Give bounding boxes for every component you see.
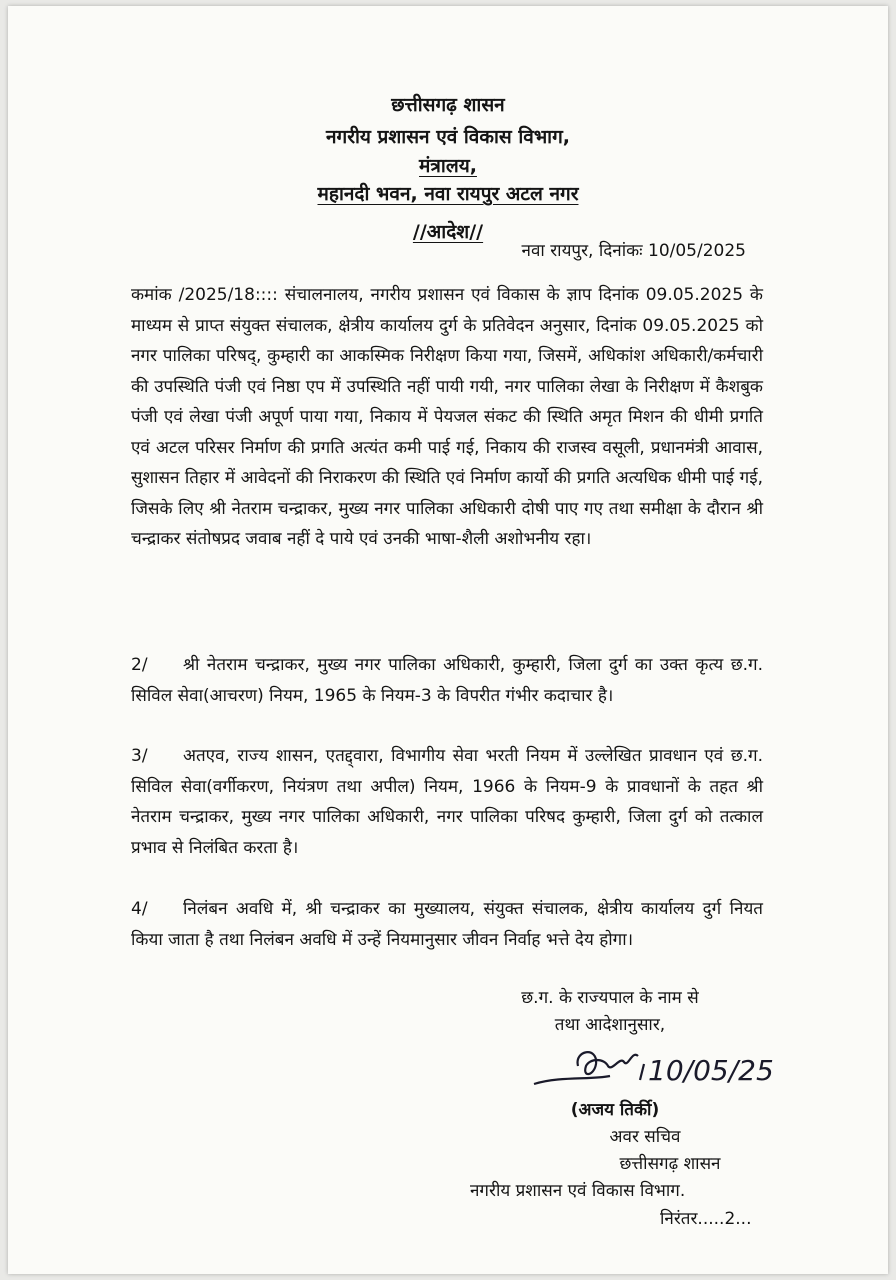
signatory-block: [470, 1097, 750, 1178]
paragraph-3: [131, 741, 763, 863]
continued-marker: निरंतर.....2...: [660, 1209, 752, 1229]
signatory-name: (अजय तिर्की): [570, 1100, 660, 1120]
authority-line-2: तथा आदेशानुसार,: [554, 1015, 666, 1035]
paragraph-2-number: 2/: [131, 655, 148, 675]
header-government: छत्तीसगढ़ शासन: [391, 94, 505, 116]
paragraph-3-number: 3/: [131, 746, 148, 766]
signatory-designation: अवर सचिव: [609, 1127, 681, 1147]
paragraph-1: कमांक /2025/18:::: संचालनालय, नगरीय प्रशासन एवं विकास के ज्ञाप दिनांक 09.05.2025 के माध्यम से प्राप्त संयुक्त संचालक, क्षेत्रीय कार्यालय दुर्ग के प्रतिवेदन अनुसार, दिनांक 09.05.2025 को नगर पालिका परिषद्, कुम्हारी का आकस्मिक निरीक्षण किया गया, जिसमें, अधिकांश अधिकारी/कर्मचारी की उपस्थिति पंजी एवं निष्ठा एप में उपस्थिति नहीं पायी गयी, नगर पालिका लेखा के निरीक्षण में कैशबुक पंजी एवं लेखा पंजी अपूर्ण पाया गया, निकाय में पेयजल संकट की स्थिति अमृत मिशन की धीमी प्रगति एवं अटल परिसर निर्माण की प्रगति अत्यंत कमी पाई गई, निकाय की राजस्व वसूली, प्रधानमंत्री आवास, सुशासन तिहार में आवेदनों की निराकरण की स्थिति एवं निर्माण कार्यो की प्रगति अत्यधिक धीमी पाई गई, जिसके लिए श्री नेतराम चन्द्राकर, मुख्य नगर पालिका अधिकारी दोषी पाए गए तथा समीक्षा के दौरान श्री चन्द्राकर संतोषप्रद जवाब नहीं दे पाये एवं उनकी भाषा-शैली अशोभनीय रहा।: [131, 285, 763, 549]
paragraph-4: [131, 894, 763, 955]
handwritten-signature: [520, 1036, 790, 1102]
signature-date: 10/05/25: [648, 1054, 774, 1087]
paragraph-3-text: अतएव, राज्य शासन, एतद्द्वारा, विभागीय सेवा भरती नियम में उल्लेखित प्रावधान एवं छ.ग. सिविल सेवा(वर्गीकरण, नियंत्रण तथा अपील) नियम, 1966 के नियम-9 के प्रावधानों के तहत श्री नेतराम चन्द्राकर, मुख्य नगर पालिका अधिकारी, नगर पालिका परिषद कुम्हारी, जिला दुर्ग को तत्काल प्रभाव से निलंबित करता है।: [131, 746, 763, 858]
paragraph-4-text: निलंबन अवधि में, श्री चन्द्राकर का मुख्यालय, संयुक्त संचालक, क्षेत्रीय कार्यालय दुर्ग नियत किया जाता है तथा निलंबन अवधि में उन्हें नियमानुसार जीवन निर्वाह भत्ते देय होगा।: [131, 899, 763, 950]
signatory-org: छत्तीसगढ़ शासन: [619, 1154, 721, 1174]
header-address-text: महानदी भवन, नवा रायपुर अटल नगर: [317, 183, 579, 205]
paragraph-2-text: श्री नेतराम चन्द्राकर, मुख्य नगर पालिका अधिकारी, कुम्हारी, जिला दुर्ग का उक्त कृत्य छ.ग. सिविल सेवा(आचरण) नियम, 1965 के नियम-3 के विपरीत गंभीर कदाचार है।: [131, 655, 763, 706]
paragraph-4-number: 4/: [131, 899, 148, 919]
order-title-text: //आदेश//: [412, 221, 484, 243]
signatory-department: नगरीय प्रशासन एवं विकास विभाग.: [470, 1181, 686, 1201]
header-department: नगरीय प्रशासन एवं विकास विभाग,: [325, 126, 571, 148]
header-ministry: [0, 153, 896, 179]
order-title: [0, 219, 896, 245]
date-line: नवा रायपुर, दिनांकः 10/05/2025: [521, 241, 746, 261]
authority-block: [470, 985, 750, 1039]
paragraph-2: [131, 650, 763, 711]
header-ministry-text: मंत्रालय,: [419, 155, 477, 177]
header-address: [0, 181, 896, 207]
authority-line-1: छ.ग. के राज्यपाल के नाम से: [521, 988, 699, 1008]
